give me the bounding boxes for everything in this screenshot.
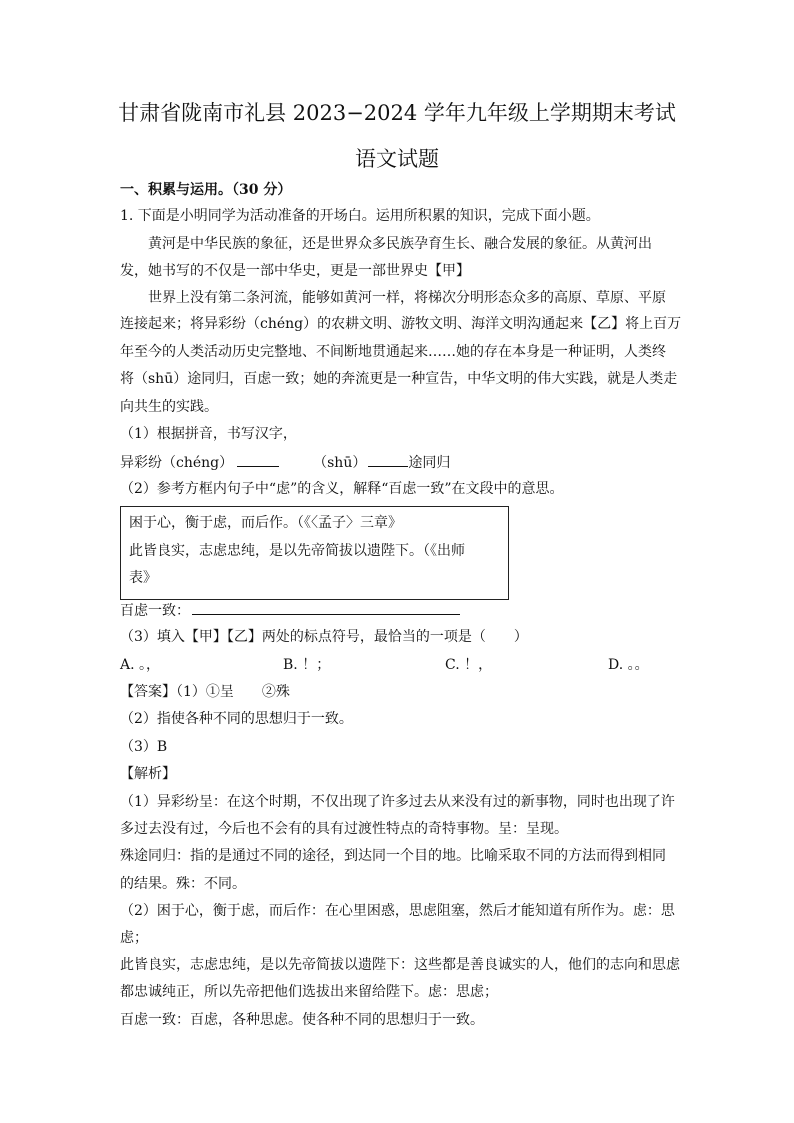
- option-d[interactable]: D. 。。: [608, 657, 649, 673]
- analysis-line: 此皆良实，志虑忠纯，是以先帝简拔以遗陛下：这些都是善良诚实的人，他们的志向和思虑: [120, 957, 680, 973]
- reference-box: [120, 506, 509, 600]
- answer-line: 【答案】（1）①呈 ②殊: [120, 684, 290, 700]
- analysis-line: 的结果。殊：不同。: [120, 876, 246, 892]
- answer-line: （3）B: [120, 739, 168, 755]
- answer-line: （2）指使各种不同的思想归于一致。: [120, 711, 353, 727]
- blank-a-label: 异彩纷（chéng）: [120, 455, 234, 471]
- analysis-line: 虑；: [120, 930, 148, 946]
- passage-line: 发，她书写的不仅是一部中华史，更是一部世界史【甲】: [120, 263, 470, 279]
- answer-blank[interactable]: [368, 452, 408, 467]
- subquestion-3-prompt: （3）填入【甲】【乙】两处的标点符号，最恰当的一项是（ ）: [120, 629, 528, 645]
- analysis-line: 多过去没有过，今后也不会有的具有过渡性特点的奇特事物。呈：呈现。: [120, 821, 568, 837]
- answer-blank[interactable]: [237, 452, 279, 467]
- option-a[interactable]: A. 。，: [120, 657, 161, 673]
- analysis-line: 百虑一致：百虑，各种思虑。使各种不同的思想归于一致。: [120, 1012, 484, 1028]
- analysis-line: （2）困于心，衡于虑，而后作：在心里困惑，思虑阻塞，然后才能知道有所作为。虑：思: [120, 903, 675, 919]
- passage-line: 年至今的人类活动历史完整地、不间断地贯通起来……她的存在本身是一种证明，人类终: [120, 344, 666, 360]
- reference-line: 此皆良实，志虑忠纯，是以先帝简拔以遗陛下。（《出师: [129, 543, 465, 559]
- document-title: 甘肃省陇南市礼县 2023−2024 学年九年级上学期期末考试: [118, 101, 676, 125]
- subquestion-1-prompt: （1）根据拼音，书写汉字，: [120, 426, 297, 442]
- answer-blank[interactable]: [192, 600, 460, 615]
- blank-b-suffix: 途同归: [408, 455, 451, 471]
- passage-line: 黄河是中华民族的象征，还是世界众多民族孕育生长、融合发展的象征。从黄河出: [148, 236, 652, 252]
- subquestion-2-prompt: （2）参考方框内句子中“虑”的含义，解释“百虑一致”在文段中的意思。: [120, 481, 564, 497]
- blank-b-label: （shū）: [313, 455, 367, 471]
- analysis-heading: 【解析】: [120, 766, 176, 782]
- reference-line: 表》: [129, 570, 157, 586]
- option-b[interactable]: B. ！；: [283, 657, 331, 673]
- passage-line: 世界上没有第二条河流，能够如黄河一样，将梯次分明形态众多的高原、草原、平原: [148, 290, 666, 306]
- reference-line: 困于心，衡于虑，而后作。（《〈孟子〉三章》: [129, 515, 402, 531]
- section-heading: 一、积累与运用。（30 分）: [120, 182, 292, 198]
- subquestion-1-blanks: [120, 452, 680, 473]
- question-stem: 1. 下面是小明同学为活动准备的开场白。运用所积累的知识，完成下面小题。: [120, 208, 600, 224]
- passage-line: 连接起来；将异彩纷（chéng）的农耕文明、游牧文明、海洋文明沟通起来【乙】将上百万: [120, 316, 682, 332]
- passage-line: 将（shū）途同归，百虑一致；她的奔流更是一种宣告，中华文明的伟大实践，就是人类走: [120, 371, 678, 387]
- answer-label: 百虑一致：: [120, 603, 190, 619]
- document-subtitle: 语文试题: [355, 147, 439, 171]
- subquestion-2-answer-line: [120, 600, 680, 621]
- analysis-line: 都忠诚纯正，所以先帝把他们选拔出来留给陛下。虑：思虑；: [120, 984, 498, 1000]
- analysis-line: 殊途同归：指的是通过不同的途径，到达同一个目的地。比喻采取不同的方法而得到相同: [120, 848, 666, 864]
- passage-line: 向共生的实践。: [120, 399, 218, 415]
- analysis-line: （1）异彩纷呈：在这个时期，不仅出现了许多过去从来没有过的新事物，同时也出现了许: [120, 794, 675, 810]
- option-c[interactable]: C. ！，: [445, 657, 493, 673]
